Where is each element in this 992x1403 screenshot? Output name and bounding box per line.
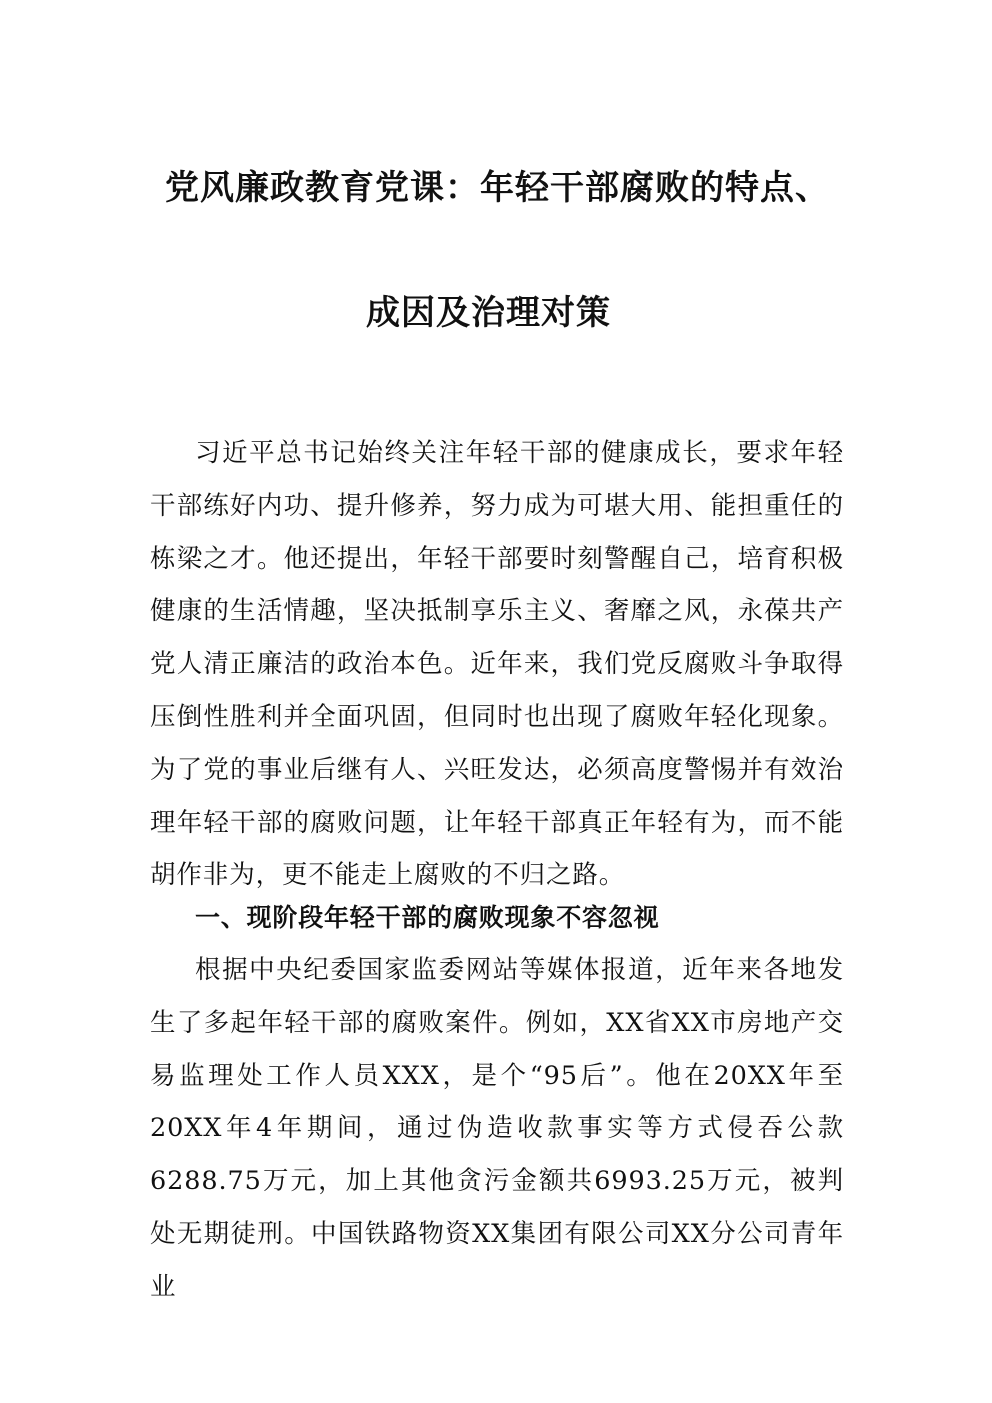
body-paragraph-intro: 习近平总书记始终关注年轻干部的健康成长，要求年轻干部练好内功、提升修养，努力成为可堪大用、能担重任的栋梁之才。他还提出，年轻干部要时刻警醒自己，培育积极健康的生活情趣，坚决抵制享乐主义、奢靡之风，永葆共产党人清正廉洁的政治本色。近年来，我们党反腐败斗争取得压倒性胜利并全面巩固，但同时也出现了腐败年轻化现象。为了党的事业后继有人、兴旺发达，必须高度警惕并有效治理年轻干部的腐败问题，让年轻干部真正年轻有为，而不能胡作非为，更不能走上腐败的不归之路。 [150, 438, 844, 891]
document-title-line-2: 成因及治理对策 [366, 293, 611, 333]
document-title-line-1: 党风廉政教育党课：年轻干部腐败的特点、 [165, 168, 830, 208]
body-paragraph-section-1: 根据中央纪委国家监委网站等媒体报道，近年来各地发生了多起年轻干部的腐败案件。例如，XX省XX市房地产交易监理处工作人员XXX，是个“95后”。他在20XX年至20XX年4年期间，通过伪造收款事实等方式侵吞公款6288.75万元，加上其他贪污金额共6993.25万元，被判处无期徒刑。中国铁路物资XX集团有限公司XX分公司青年业 [150, 955, 844, 1302]
section-heading-1: 一、现阶段年轻干部的腐败现象不容忽视 [195, 903, 660, 932]
